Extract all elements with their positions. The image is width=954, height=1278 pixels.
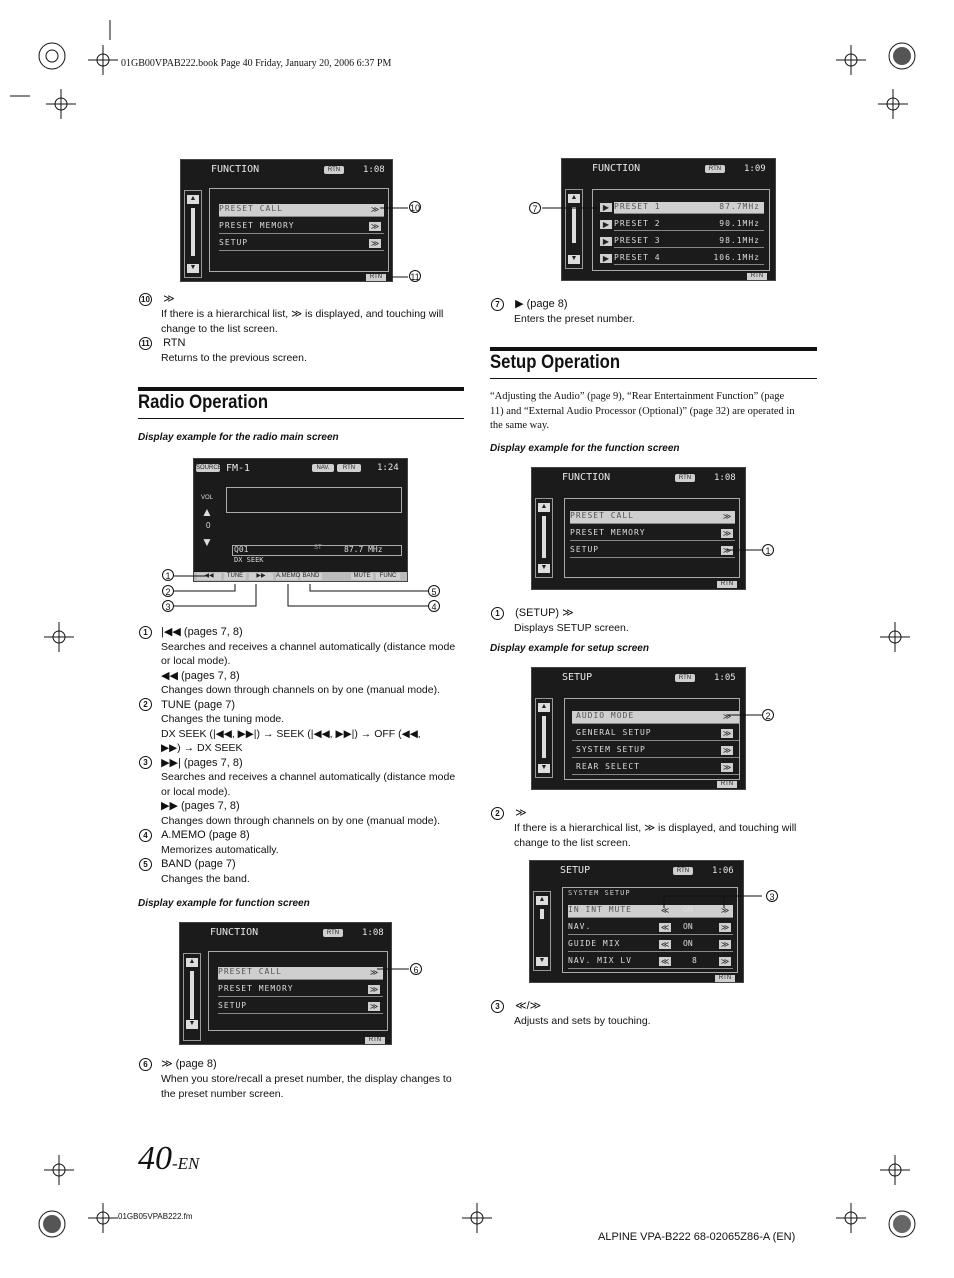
footer-file: 01GB05VPAB222.fm (118, 1212, 193, 1221)
callout-lines-a (370, 200, 430, 285)
radio-item-list: 1 |◀◀ (pages 7, 8) Searches and receives a channel automatically (distance mode or local mode). ◀◀ (pages 7, 8) Changes down through channels on by one (manual mode). 2 TUNE (page 7) Changes the tuning mode. DX SEEK (|◀◀, ▶▶|) → SEEK (|◀◀, ▶▶|) → OFF (◀◀, ▶▶) → DX SEEK 3 ▶▶| (pages 7, 8) Searches and receives a channel automatically (distance mode or local mode). ▶▶ (pages 7, 8) Changes down through channels on by one (manual mode). 4 A.MEMO (page 8) Memorizes automatically. 5 BAND (page 7) Changes the band. (139, 625, 464, 886)
marker-1: 1 (162, 569, 174, 581)
setup-screen: SETUP RTN 1:05 ▲ ▼ AUDIO MODE GENERAL SETUP SYSTEM SETUP REAR SELECT ≫ ≫ ≫ ≫ RTN (531, 667, 746, 790)
marker-4: 4 (428, 600, 440, 612)
marker-5: 5 (428, 585, 440, 597)
function-caption-left: Display example for function screen (138, 898, 310, 909)
callout-7-line (540, 202, 605, 214)
preset-screen: FUNCTION RTN 1:09 ▲ ▼ ▶ PRESET 1 87.7MHz ▶ PRESET 2 90.1MHz ▶ PRESET 3 98.1MHz ▶ PRESET 4 106.1MHz RTN (561, 158, 776, 281)
footer-model: ALPINE VPA-B222 68-02065Z86-A (EN) (598, 1231, 796, 1243)
item7-description: Enters the preset number. (514, 313, 635, 325)
marker-10: 10 (410, 203, 421, 213)
radio-caption: Display example for the radio main screen (138, 432, 339, 443)
marker-1-right: 1 (762, 544, 774, 556)
radio-callout-lines (160, 570, 450, 615)
setup-caption: Display example for setup screen (490, 643, 649, 654)
marker-2: 2 (162, 585, 174, 597)
setup-operation-heading: Setup Operation (490, 352, 621, 373)
radio-main-screen: SOURCE FM-1 NAV. RTN 1:24 VOL ▲ 0 ▼ Q01 ST 87.7 MHz DX SEEK ◀◀ TUNE ▶▶ A.MEMO BAND MUTE FUNC (193, 458, 408, 582)
file-info: 01GB00VPAB222.book Page 40 Friday, January 20, 2006 6:37 PM (121, 58, 392, 69)
marker-3: 3 (162, 600, 174, 612)
item6-description: When you store/recall a preset number, the display changes to the preset number screen. (161, 1073, 452, 1100)
marker-11: 11 (410, 272, 420, 282)
setup-intro: “Adjusting the Audio” (page 9), “Rear Entertainment Function” (page 11) and “External Audio Processor (Optional)” (page 32) are operated in the same way. (490, 391, 795, 431)
function-caption-right: Display example for the function screen (490, 443, 680, 454)
item11-description: Returns to the previous screen. (161, 352, 307, 364)
marker-7: 7 (529, 202, 541, 214)
callout-6-line (375, 963, 415, 975)
function-screen-left: FUNCTION RTN 1:08 ▲ ▼ PRESET CALL PRESET MEMORY SETUP ≫ ≫ ≫ RTN (179, 922, 392, 1045)
item1-description: Displays SETUP screen. (514, 622, 629, 634)
function-screen-right: FUNCTION RTN 1:08 ▲ ▼ PRESET CALL PRESET MEMORY SETUP ≫ ≫ ≫ RTN (531, 467, 746, 590)
page-number: 40-EN (138, 1140, 200, 1177)
marker-2-right: 2 (762, 709, 774, 721)
item2-description: If there is a hierarchical list, ≫ is displayed, and touching will change to the list screen. (514, 822, 797, 849)
radio-operation-heading: Radio Operation (138, 392, 269, 413)
function-screen-top: FUNCTION RTN 1:08 ▲ ▼ PRESET CALL PRESET MEMORY SETUP ≫ ≫ ≫ RTN (180, 159, 393, 282)
marker-6: 6 (410, 963, 422, 975)
system-setup-screen: SETUP RTN 1:06 ▲ ▼ SYSTEM SETUP IN INT MUTE NAV. GUIDE MIX NAV. MIX LV ≪ ON ≫ ≪ ON ≫ ≪ ON ≫ ≪ 8 ≫ RTN (529, 860, 744, 983)
marker-3-right: 3 (766, 890, 778, 902)
item10-description: If there is a hierarchical list, ≫ is displayed, and touching will change to the list screen. (161, 308, 444, 335)
callout-3-lines (660, 888, 770, 913)
item3-description: Adjusts and sets by touching. (514, 1015, 651, 1027)
